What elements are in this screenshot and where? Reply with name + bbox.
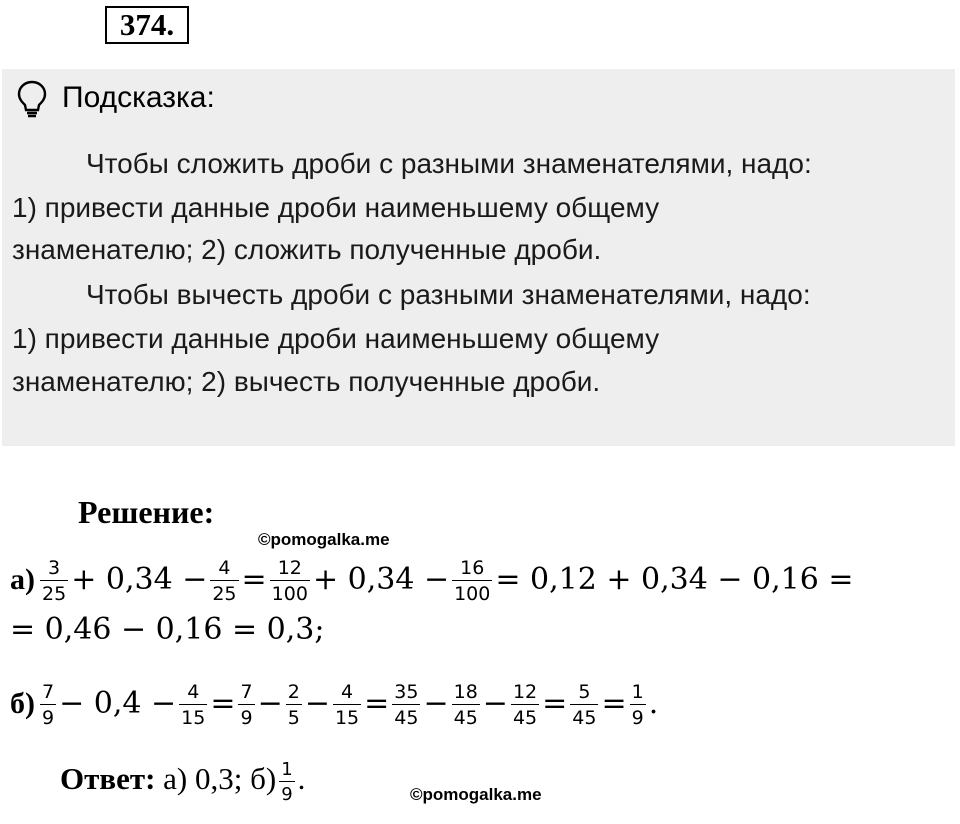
fraction: $\frac{5}{45}$ <box>572 681 597 729</box>
expression-segment: − <box>423 686 449 721</box>
expression-segment: + 0,34 − <box>71 562 208 597</box>
fraction: $\frac{12}{45}$ <box>512 681 538 729</box>
fraction: $\frac{1}{9}$ <box>281 759 293 805</box>
expression-segment: + 0,34 − <box>312 562 450 597</box>
lightbulb-icon <box>17 80 47 118</box>
fraction: $\frac{12}{100}$ <box>271 557 308 605</box>
hint-text-line: 1) привести данные дроби наименьшему общему <box>12 192 660 223</box>
solution-line-a <box>10 557 854 605</box>
solution-heading: Решение: <box>78 494 215 530</box>
fraction: $\frac{1}{9}$ <box>631 681 644 729</box>
expression-segment: − <box>304 686 330 721</box>
expression-segment: = 0,12 + 0,34 − 0,16 = <box>495 562 854 597</box>
watermark: ©pomogalka.me <box>258 530 390 549</box>
fraction: $\frac{4}{25}$ <box>212 557 237 605</box>
answer-text: а) 0,3; б) <box>163 761 277 797</box>
hint-title: Подсказка: <box>62 81 215 114</box>
watermark: ©pomogalka.me <box>410 785 542 804</box>
fraction: $\frac{7}{9}$ <box>42 681 55 729</box>
solution-line-a-continued: = 0,46 − 0,16 = 0,3; <box>10 612 325 647</box>
expression-segment: − <box>257 686 283 721</box>
expression-segment: = <box>210 686 236 721</box>
answer-end: . <box>297 761 306 797</box>
part-label-b: б) <box>10 687 35 720</box>
fraction: $\frac{16}{100}$ <box>454 557 491 605</box>
hint-text-line: 1) привести данные дроби наименьшему общему <box>12 323 660 354</box>
expression-segment: − <box>482 686 508 721</box>
answer-line <box>60 759 305 805</box>
fraction: $\frac{7}{9}$ <box>240 681 253 729</box>
fraction: $\frac{4}{15}$ <box>181 681 206 729</box>
solution-line-b <box>10 681 658 729</box>
expression-segment: = <box>542 686 568 721</box>
part-label-a: а) <box>10 563 35 596</box>
fraction: $\frac{35}{45}$ <box>394 681 419 729</box>
problem-number: 374. <box>105 6 189 44</box>
fraction: $\frac{18}{45}$ <box>453 681 478 729</box>
fraction: $\frac{3}{25}$ <box>42 557 67 605</box>
hint-text-line: Чтобы вычесть дроби с разными знаменателями, надо: <box>86 279 811 310</box>
hint-text-line: знаменателю; 2) вычесть полученные дроби. <box>12 366 601 397</box>
expression-segment: . <box>648 686 659 721</box>
fraction: $\frac{4}{15}$ <box>334 681 360 729</box>
expression-segment: = <box>241 562 267 597</box>
expression-segment: = <box>601 686 627 721</box>
hint-text-line: Чтобы сложить дроби с разными знаменателями, надо: <box>86 148 812 179</box>
fraction: $\frac{2}{5}$ <box>287 681 300 729</box>
expression-segment: − 0,4 − <box>59 686 177 721</box>
answer-label: Ответ: <box>60 761 156 797</box>
expression-segment: = <box>364 686 390 721</box>
hint-text-line: знаменателю; 2) сложить полученные дроби. <box>12 234 602 265</box>
